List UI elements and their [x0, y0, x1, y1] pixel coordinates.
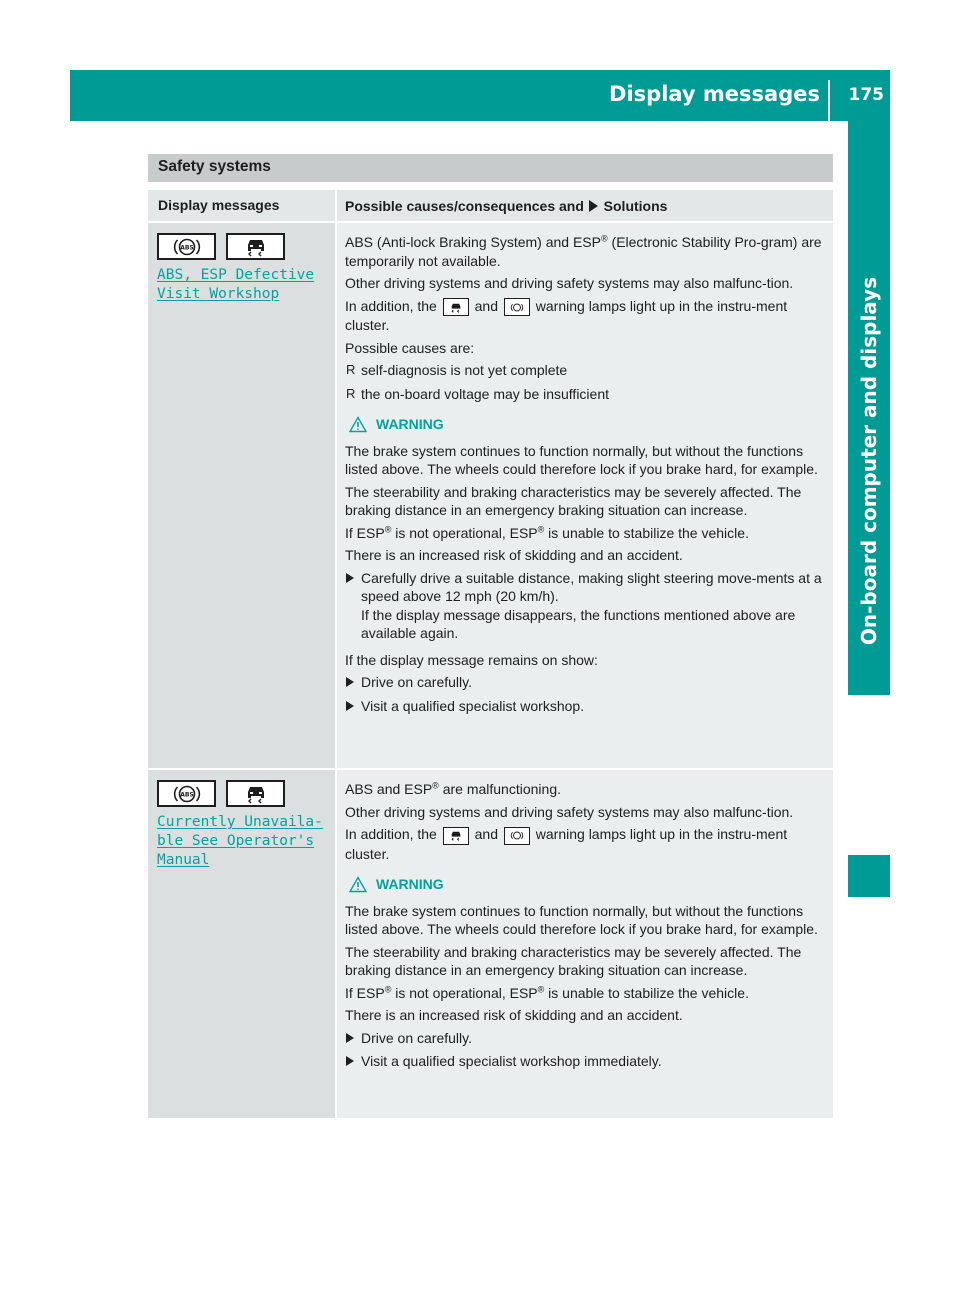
- table-header-col2: [337, 190, 833, 221]
- text: the on-board voltage may be insufficient: [361, 385, 610, 402]
- page-number: 175: [848, 85, 884, 105]
- warning-icons: [157, 233, 285, 260]
- warning-label: WARNING: [376, 876, 444, 892]
- svg-text:ABS: ABS: [179, 243, 194, 251]
- text: self-diagnosis is not yet complete: [361, 362, 568, 378]
- abs-icon: [504, 827, 530, 845]
- display-message-line: Currently Unavaila‐: [157, 814, 323, 830]
- paragraph: The steerability and braking characteristics may be severely affected. The braking distance in an emergency braking situation can increase.: [345, 943, 802, 978]
- registered-mark: ®: [384, 523, 392, 534]
- text: Visit a qualified specialist workshop immediately.: [361, 1053, 662, 1069]
- action-arrow-icon: [346, 1056, 354, 1066]
- section-title-bar: [148, 154, 833, 182]
- paragraph: [345, 780, 829, 799]
- text: (Electronic Stability Pro-gram) are temporarily not available.: [345, 234, 822, 269]
- causes-solutions-cell: [337, 223, 833, 768]
- side-chapter-label: On-board computer and displays: [857, 276, 881, 646]
- paragraph: There is an increased risk of skidding and an accident.: [345, 547, 683, 563]
- table-row: [148, 770, 833, 1118]
- warning-label: WARNING: [376, 416, 444, 432]
- abs-icon: [157, 233, 216, 260]
- paragraph: [345, 825, 829, 863]
- text: ABS and ESP: [345, 781, 433, 797]
- text: Carefully drive a suitable distance, making slight steering move-ments at a speed above 12 mph (20 km/h).: [361, 569, 822, 604]
- paragraph: Possible causes are:: [345, 339, 475, 356]
- table-header: [148, 190, 833, 221]
- col2-header: [345, 198, 667, 214]
- action-step: [345, 697, 829, 716]
- display-message-line: ABS, ESP Defective: [157, 267, 315, 283]
- action-arrow-icon: [346, 573, 354, 583]
- bullet-r-icon: R: [346, 385, 356, 401]
- col2-header-solutions: Solutions: [603, 198, 668, 214]
- warning-triangle-icon: [349, 876, 367, 893]
- list-item: [345, 385, 829, 404]
- table-row: [148, 223, 833, 768]
- warning-icons: [157, 780, 285, 807]
- action-step: [345, 1052, 829, 1071]
- col2-header-text: Possible causes/consequences and: [345, 198, 584, 214]
- text: are malfunctioning.: [438, 781, 561, 797]
- text: is not operational, ESP: [391, 524, 538, 541]
- registered-mark: ®: [384, 983, 392, 994]
- text: In addition, the: [345, 297, 437, 314]
- paragraph: There is an increased risk of skidding and an accident.: [345, 1007, 683, 1023]
- paragraph: Other driving systems and driving safety systems may also malfunc-tion.: [345, 275, 794, 291]
- text: If ESP: [345, 984, 385, 1001]
- paragraph: The steerability and braking characteristics may be severely affected. The braking distance in an emergency braking situation can increase.: [345, 483, 802, 518]
- warning-heading: [345, 415, 829, 434]
- text: is unable to stabilize the vehicle.: [544, 984, 749, 1001]
- display-message-line: Visit Workshop: [157, 286, 280, 302]
- warning-triangle-icon: [349, 416, 367, 433]
- registered-mark: ®: [537, 983, 545, 994]
- registered-mark: ®: [601, 233, 608, 244]
- action-arrow-icon: [346, 1033, 354, 1043]
- action-arrow-icon: [346, 701, 354, 711]
- registered-mark: ®: [432, 780, 439, 791]
- display-message-text: [157, 266, 332, 304]
- causes-content: [345, 233, 829, 720]
- paragraph: The brake system continues to function normally, but without the functions listed above. The wheels could therefore lock if you brake hard, for example.: [345, 442, 818, 477]
- paragraph: The brake system continues to function normally, but without the functions listed above. The wheels could therefore lock if you brake hard, for example.: [345, 902, 818, 937]
- text: In addition, the: [345, 826, 437, 842]
- paragraph: [345, 524, 829, 543]
- abs-icon: [157, 780, 216, 807]
- display-message-line: ble See Operator's: [157, 833, 315, 849]
- text: and: [474, 826, 498, 842]
- paragraph: Other driving systems and driving safety systems may also malfunc-tion.: [345, 803, 794, 820]
- paragraph: [345, 297, 829, 335]
- display-message-cell: [148, 770, 335, 1118]
- causes-content: [345, 780, 829, 1076]
- text: Drive on carefully.: [361, 1029, 473, 1046]
- esp-skid-icon: [443, 827, 469, 845]
- text: If the display message disappears, the functions mentioned above are available again.: [361, 606, 796, 641]
- col1-header: Display messages: [158, 197, 280, 213]
- display-message-cell: [148, 223, 335, 768]
- paragraph: [345, 233, 829, 270]
- header-divider: [828, 80, 830, 121]
- esp-skid-icon: [443, 298, 469, 316]
- action-step: [345, 673, 829, 692]
- text: Visit a qualified specialist workshop.: [361, 697, 585, 714]
- abs-icon: [504, 298, 530, 316]
- section-title: Safety systems: [158, 158, 271, 175]
- display-message-text: [157, 813, 332, 870]
- text: warning lamps light up in the instru-ment cluster.: [345, 826, 788, 862]
- registered-mark: ®: [537, 523, 545, 534]
- text: is not operational, ESP: [391, 984, 538, 1001]
- text: If ESP: [345, 524, 385, 541]
- action-arrow-icon: [346, 677, 354, 687]
- side-marker: [848, 855, 890, 897]
- page-header: [70, 70, 890, 121]
- action-arrow-icon: [589, 200, 598, 212]
- display-message-line: Manual: [157, 852, 210, 868]
- svg-text:ABS: ABS: [179, 790, 194, 798]
- text: is unable to stabilize the vehicle.: [544, 524, 749, 541]
- text: ABS (Anti-lock Braking System) and ESP: [345, 234, 601, 250]
- text: Drive on carefully.: [361, 674, 473, 690]
- bullet-r-icon: R: [346, 362, 356, 377]
- action-step: [345, 1029, 829, 1048]
- esp-skid-icon: [226, 780, 285, 807]
- esp-skid-icon: [226, 233, 285, 260]
- chapter-title: Display messages: [609, 82, 820, 106]
- text: and: [474, 297, 498, 314]
- warning-heading: [345, 875, 829, 894]
- text: warning lamps light up in the instru-ment cluster.: [345, 297, 788, 333]
- paragraph: If the display message remains on show:: [345, 651, 598, 668]
- table-header-col1: [148, 190, 335, 221]
- side-chapter-label-wrap: [848, 121, 890, 695]
- action-step: [345, 569, 829, 643]
- paragraph: [345, 984, 829, 1003]
- causes-solutions-cell: [337, 770, 833, 1118]
- list-item: [345, 361, 829, 380]
